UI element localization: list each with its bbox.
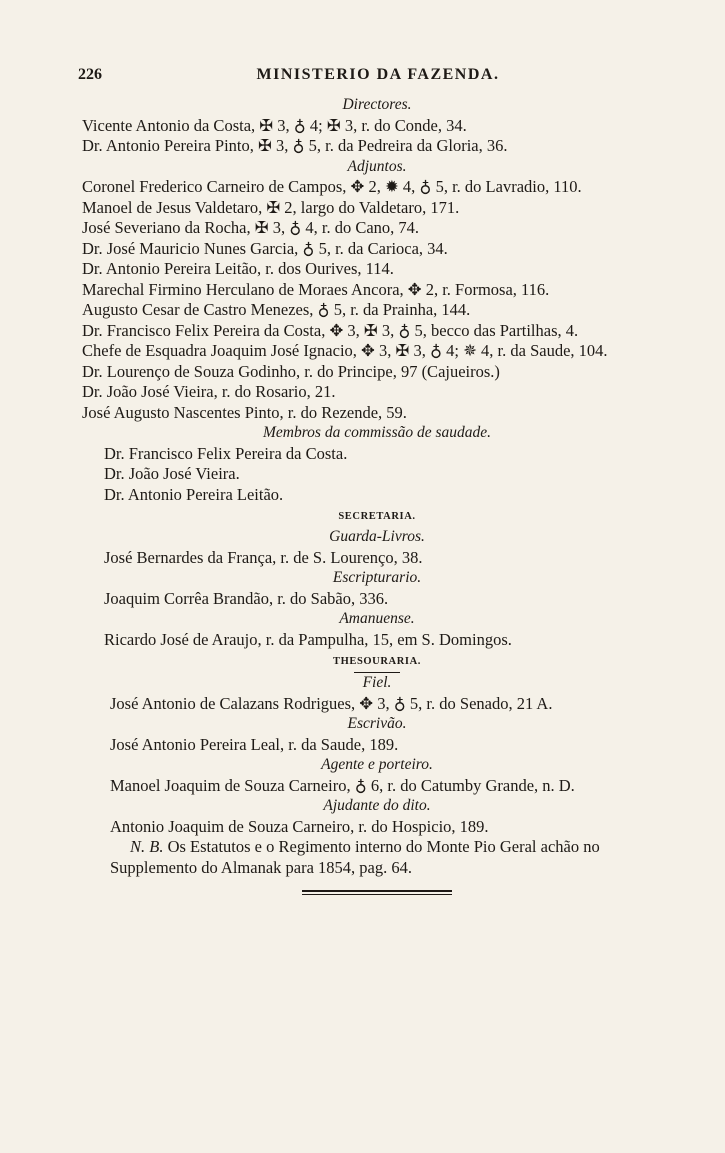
directory-entry: Manoel Joaquim de Souza Carneiro, ♁ 6, r. do Catumby Grande, n. D. (110, 775, 575, 795)
section-heading: THESOURARIA. (332, 656, 421, 667)
running-title: MINISTERIO DA FAZENDA. (256, 66, 500, 83)
page-body (82, 95, 672, 895)
section-heading: Escripturario. (332, 569, 422, 586)
directory-entry: José Bernardes da França, r. de S. Lourenço, 38. (104, 547, 423, 567)
directory-entry: Dr. José Mauricio Nunes Garcia, ♁ 5, r. da Carioca, 34. (82, 238, 448, 258)
section-heading: Agente e porteiro. (321, 756, 433, 773)
section-heading: SECRETARIA. (338, 511, 416, 522)
directory-entry: Augusto Cesar de Castro Menezes, ♁ 5, r. da Prainha, 144. (82, 300, 471, 319)
directory-entry: Vicente Antonio da Costa, ✠ 3, ♁ 4; ✠ 3, r. do Conde, 34. (82, 115, 467, 135)
nota-bene (82, 837, 672, 878)
directory-entry: José Antonio Pereira Leal, r. da Saude, 189. (110, 734, 399, 754)
directory-entry: Dr. Antonio Pereira Pinto, ✠ 3, ♁ 5, r. da Pedreira da Gloria, 36. (82, 136, 508, 155)
section-heading: Adjuntos. (347, 157, 407, 175)
directory-entry: Joaquim Corrêa Brandão, r. do Sabão, 336. (104, 588, 389, 608)
directory-entry: Dr. Francisco Felix Pereira da Costa. (104, 443, 348, 463)
section-heading: Ajudante do dito. (323, 797, 431, 814)
note-text: Os Estatutos e o Regimento interno do Monte Pio Geral achão no Supplemento do Almanak para 1854, pag. 64. (110, 837, 600, 877)
directory-entry: José Severiano da Rocha, ✠ 3, ♁ 4, r. do Cano, 74. (82, 218, 420, 237)
section-heading: Guarda-Livros. (329, 528, 425, 545)
directory-entry: José Augusto Nascentes Pinto, r. do Rezende, 59. (82, 402, 407, 422)
section-heading: Membros da commissão de saudade. (262, 424, 492, 441)
directory-entry: Dr. Francisco Felix Pereira da Costa, ✥ 3, ✠ 3, ♁ 5, becco das Partilhas, 4. (82, 320, 579, 340)
directory-entry: Dr. Lourenço de Souza Godinho, r. do Principe, 97 (Cajueiros.) (82, 361, 500, 381)
section-heading: Amanuense. (339, 610, 415, 627)
directory-entry: Marechal Firmino Herculano de Moraes Ancora, ✥ 2, r. Formosa, 116. (82, 279, 550, 299)
directory-entry: Dr. João José Vieira, r. do Rosario, 21. (82, 382, 336, 401)
section-heading: Escrivão. (347, 715, 407, 732)
section-heading: Directores. (342, 96, 412, 113)
page-header (78, 66, 678, 90)
directory-entry: Dr. João José Vieira. (104, 464, 240, 483)
directory-entry: Dr. Antonio Pereira Leitão, r. dos Ourives, 114. (82, 259, 394, 278)
directory-entry: Chefe de Esquadra Joaquim José Ignacio, ✥ 3, ✠ 3, ♁ 4; ✵ 4, r. da Saude, 104. (82, 341, 608, 360)
directory-entry: Antonio Joaquim de Souza Carneiro, r. do Hospicio, 189. (110, 816, 489, 836)
directory-entry: Dr. Antonio Pereira Leitão. (104, 484, 284, 504)
note-label: N. B. (130, 837, 164, 856)
section-heading: Fiel. (362, 674, 392, 691)
directory-entry: José Antonio de Calazans Rodrigues, ✥ 3, ♁ 5, r. do Senado, 21 A. (110, 693, 553, 713)
closing-rule (302, 890, 452, 892)
page-number: 226 (78, 66, 102, 83)
directory-entry: Ricardo José de Araujo, r. da Pampulha, 15, em S. Domingos. (104, 629, 512, 649)
closing-rule-thin (302, 894, 452, 895)
directory-entry: Manoel de Jesus Valdetaro, ✠ 2, largo do Valdetaro, 171. (82, 197, 460, 217)
directory-entry: Coronel Frederico Carneiro de Campos, ✥ 2, ✹ 4, ♁ 5, r. do Lavradio, 110. (82, 177, 582, 196)
